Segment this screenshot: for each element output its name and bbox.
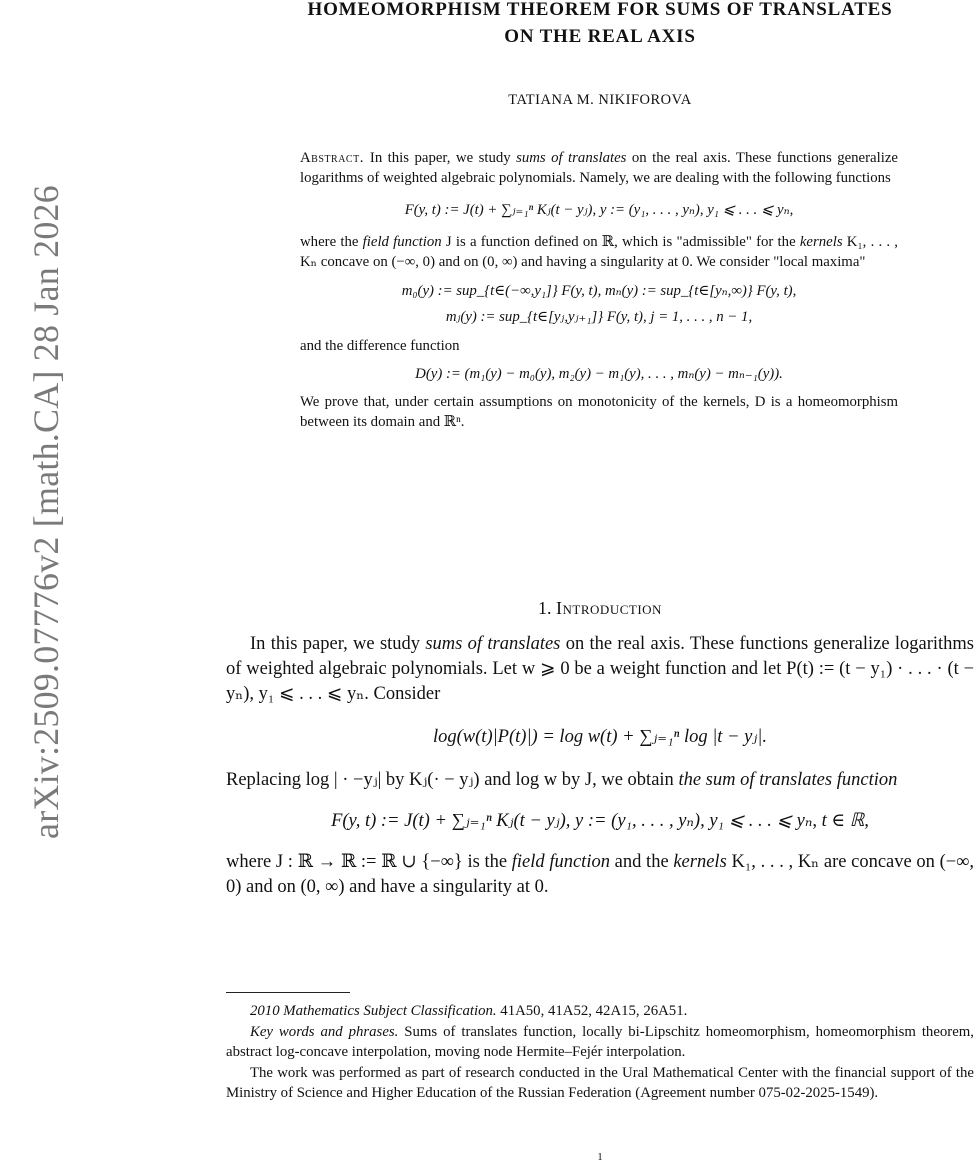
abstract-emphasis: field function: [362, 234, 442, 250]
body-equation-2: F(y, t) := J(t) + ∑ⱼ₌₁ⁿ Kⱼ(t − yⱼ), y := (y₁, . . . , yₙ), y₁ ⩽ . . . ⩽ yₙ, t ∈ ℝ,: [331, 811, 869, 831]
local-maxima-line-1: m₀(y) := sup_{t∈(−∞,y₁]} F(y, t), mₙ(y) := sup_{t∈[yₙ,∞)} F(y, t),: [401, 283, 797, 299]
abstract-text: on the real axis. These functions generalize logarithms of weighted algebraic polynomials. Namely, we are dealing with the following functions: [300, 150, 898, 186]
body-text: on the real axis. These functions generalize logarithms of weighted algebraic polynomials. Let w ⩾ 0 be a weight function and let P(t) := (t − y₁) · . . . · (t − yₙ), y₁ ⩽ . . . ⩽ yₙ. Consider: [226, 634, 974, 704]
title-line-2: ON THE REAL AXIS: [504, 26, 696, 47]
abstract-equation-3: D(y) := (m₁(y) − m₀(y), m₂(y) − m₁(y), . . . , mₙ(y) − mₙ₋₁(y)).: [415, 366, 783, 382]
section-heading: [226, 598, 974, 619]
body-emphasis: kernels: [673, 852, 727, 872]
body-emphasis: sums of translates: [425, 634, 561, 654]
body-text: Replacing log | · −yⱼ| by Kⱼ(· − yⱼ) and log w by J, we obtain: [226, 770, 679, 790]
abstract-heading: Abstract.: [300, 150, 364, 166]
abstract-text: K₁, . . . , Kₙ concave on (−∞, 0) and on (0, ∞) and having a singularity at 0. We consider "local maxima": [300, 234, 899, 270]
body-text: In this paper, we study: [250, 634, 426, 654]
body-emphasis: field function: [511, 852, 610, 872]
footnote-text: 41A50, 41A52, 42A15, 26A51.: [496, 1003, 688, 1019]
body-text: where J : ℝ → ℝ := ℝ ∪ {−∞} is the: [226, 852, 512, 872]
body-text: and the: [609, 852, 674, 872]
abstract-paragraph-4: We prove that, under certain assumptions on monotonicity of the kernels, D is a homeomorphism between its domain and ℝⁿ.: [300, 394, 898, 430]
section-title: Introduction: [556, 598, 662, 618]
abstract: [300, 148, 898, 432]
body-paragraph-1: [226, 632, 974, 707]
abstract-emphasis: kernels: [799, 234, 843, 250]
abstract-paragraph-1: [300, 148, 898, 188]
body-paragraph-3: [226, 850, 974, 900]
abstract-text: In this paper, we study: [369, 150, 517, 166]
abstract-paragraph-3: and the difference function: [300, 338, 460, 354]
body-text: K₁, . . . , Kₙ are concave on (−∞, 0) and on (0, ∞) and have a singularity at 0.: [226, 852, 974, 897]
abstract-equation-1: F(y, t) := J(t) + ∑ⱼ₌₁ⁿ Kⱼ(t − yⱼ), y := (y₁, . . . , yₙ), y₁ ⩽ . . . ⩽ yₙ,: [404, 202, 794, 218]
title-line-1: HOMEOMORPHISM THEOREM FOR SUMS OF TRANSLATES: [307, 0, 893, 20]
footnote-label: 2010 Mathematics Subject Classification.: [250, 1003, 497, 1019]
local-maxima-line-2: mⱼ(y) := sup_{t∈[yⱼ,yⱼ₊₁]} F(y, t), j = 1, . . . , n − 1,: [445, 309, 753, 325]
footnote-keywords: [226, 1022, 974, 1063]
footnote-rule: [226, 992, 350, 993]
footnotes: [226, 1001, 974, 1104]
footnote-msc: [226, 1001, 974, 1022]
paper-title: [226, 0, 974, 50]
section-number: 1.: [538, 598, 552, 618]
body-equation-1: log(w(t)|P(t)|) = log w(t) + ∑ⱼ₌₁ⁿ log |t − yⱼ|.: [433, 727, 767, 747]
arxiv-identifier: arXiv:2509.07776v2 [math.CA] 28 Jan 2026: [26, 185, 66, 839]
introduction-body: [226, 632, 974, 900]
author-name: TATIANA M. NIKIFOROVA: [508, 92, 692, 108]
footnote-label: Key words and phrases.: [250, 1023, 399, 1040]
footnote-funding: The work was performed as part of research conducted in the Ural Mathematical Center with the financial support of the Ministry of Science and Higher Education of the Russian Federation (Agreement number 075-02-2025-1549).: [226, 1064, 974, 1101]
abstract-equation-2: [300, 278, 898, 330]
abstract-text: where the: [300, 234, 363, 250]
abstract-paragraph-2: [300, 232, 898, 272]
body-emphasis: the sum of translates function: [678, 770, 898, 790]
abstract-text: J is a function defined on ℝ, which is "admissible" for the: [441, 234, 800, 250]
page-number: 1: [597, 1151, 603, 1163]
footnote-text: Sums of translates function, locally bi-Lipschitz homeomorphism, homeomorphism theorem, abstract log-concave interpolation, moving node Hermite–Fejér interpolation.: [226, 1023, 974, 1060]
abstract-emphasis: sums of translates: [516, 150, 627, 166]
body-paragraph-2: [226, 768, 974, 793]
